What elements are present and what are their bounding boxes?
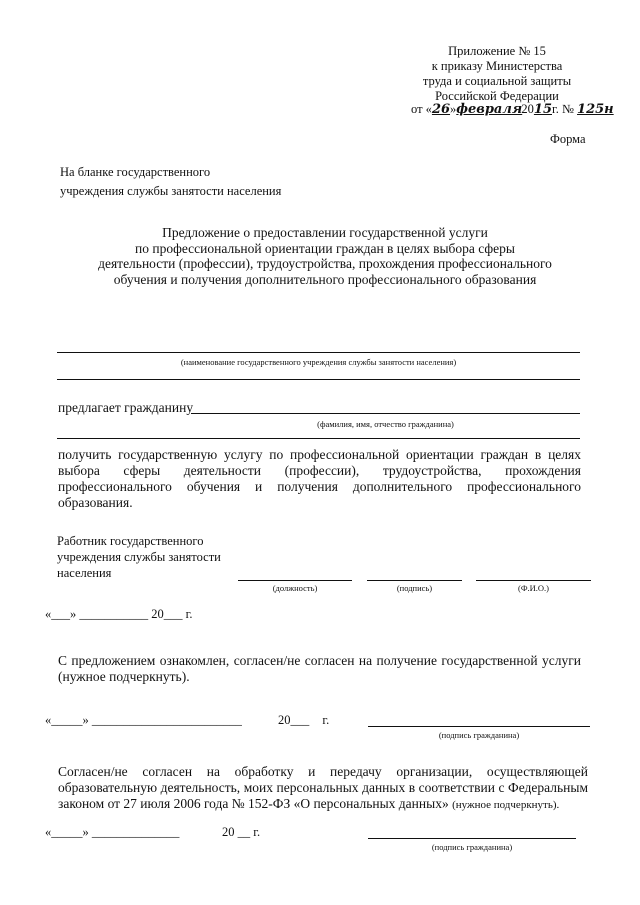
position-caption: (должность) [272, 583, 318, 593]
date-line-3-year: 20 __ г. [222, 825, 261, 839]
citizen-signature-line-1 [368, 726, 590, 727]
citizen-signature-caption-1: (подпись гражданина) [438, 730, 520, 740]
title-line: по профессиональной ориентации граждан в целях выбора сферы [135, 240, 515, 256]
citizen-signature-caption-2: (подпись гражданина) [431, 842, 513, 852]
date-line-2-year: 20___ г. [278, 713, 330, 727]
citizen-name-line [191, 413, 580, 414]
date-line-3-left: «_____» ______________ [45, 825, 180, 839]
order-date-line [411, 102, 614, 117]
worker-label-line: населения [57, 566, 112, 580]
date-year-prefix: 20 [521, 102, 534, 116]
worker-signature-line [367, 580, 462, 581]
date-year: 15 [533, 102, 552, 117]
worker-label [57, 533, 221, 581]
institution-caption: (наименование государственного учреждения службы занятости населения) [180, 357, 457, 367]
appendix-line: Приложение № 15 [448, 44, 546, 58]
worker-label-line: учреждения службы занятости [57, 550, 221, 564]
order-number: 125н [577, 102, 614, 117]
date-mid: » [450, 102, 457, 116]
position-line [238, 580, 352, 581]
offers-label: предлагает гражданину [58, 400, 194, 415]
form-label: Форма [550, 132, 586, 146]
date-month: февраля [456, 102, 523, 117]
appendix-block [402, 44, 592, 104]
citizen-name-line-2 [57, 438, 580, 439]
appendix-line: труда и социальной защиты [422, 74, 572, 88]
consent-text [58, 764, 588, 813]
worker-name-caption: (Ф.И.О.) [517, 583, 550, 593]
title-line: Предложение о предоставлении государственной услуги [162, 225, 488, 240]
worker-label-line: Работник государственного [57, 534, 204, 548]
blank-note [60, 163, 281, 201]
institution-line-2 [57, 379, 580, 380]
consent-note: (нужное подчеркнуть). [452, 799, 560, 811]
worker-name-line [476, 580, 591, 581]
acquainted-text: С предложением ознакомлен, согласен/не согласен на получение государственной услуги (нужное подчеркнуть). [58, 653, 581, 684]
citizen-signature-line-2 [368, 838, 576, 839]
blank-note-line: учреждения службы занятости населения [60, 184, 282, 198]
date-number-prefix: г. № [552, 102, 574, 116]
date-day: 26 [431, 102, 451, 117]
date-prefix: от « [411, 102, 432, 116]
citizen-caption: (фамилия, имя, отчество гражданина) [317, 419, 454, 429]
date-line-2-left: «_____» ________________________ [45, 713, 242, 727]
blank-note-line: На бланке государственного [60, 165, 211, 179]
consent-body: Согласен/не согласен на обработку и передачу организации, осуществляющей образовательную деятельность, моих персональных данных в соответствии с Федеральным законом от 27 июля 2006 года № 152-ФЗ «О персональных данных» [58, 764, 588, 811]
worker-signature-caption: (подпись) [396, 583, 433, 593]
appendix-line: Российской Федерации [435, 89, 559, 103]
service-text: получить государственную услугу по профессиональной ориентации граждан в целях выбора сферы деятельности (профессии), трудоустройства, прохождения профессионального обучения и получения дополнительного профессионального образования. [58, 447, 581, 510]
date-line-1: «___» ___________ 20___ г. [45, 607, 193, 621]
appendix-line: к приказу Министерства [431, 59, 563, 73]
title-line: обучения и получения дополнительного профессионального образования [113, 271, 537, 287]
institution-line [57, 352, 580, 353]
document-title [60, 225, 590, 287]
title-line: деятельности (профессии), трудоустройства, прохождения профессионального [98, 256, 552, 271]
